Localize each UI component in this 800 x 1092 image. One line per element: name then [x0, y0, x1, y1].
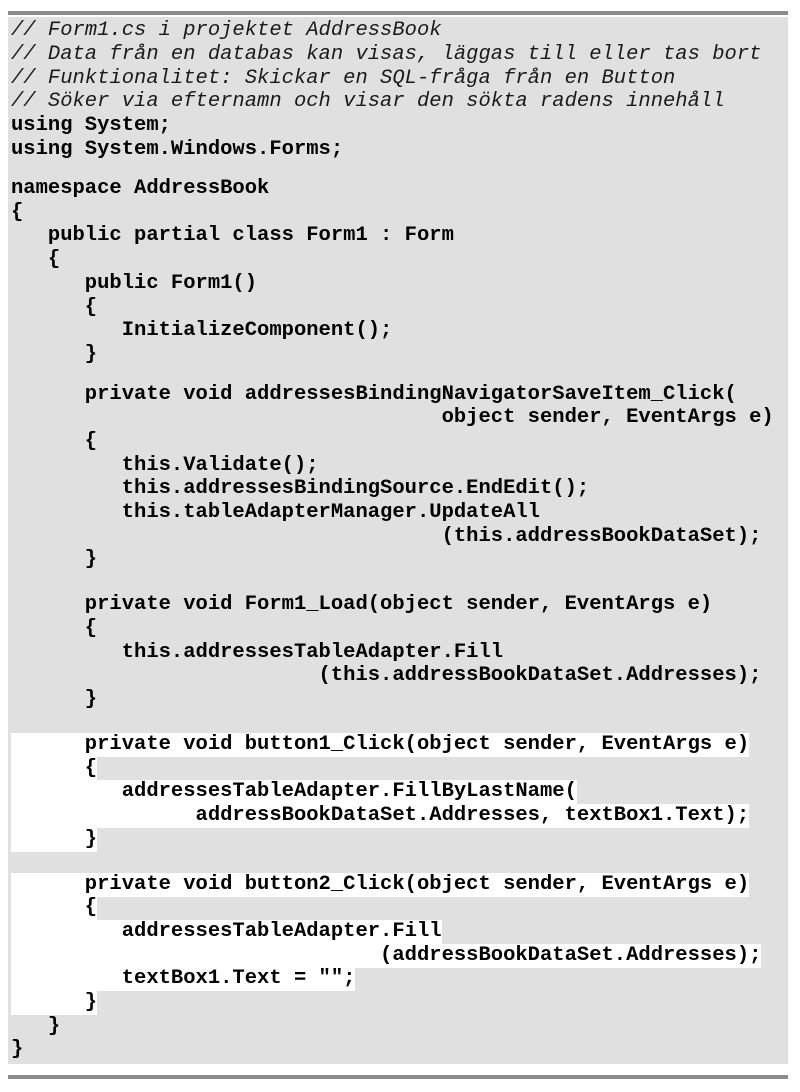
highlighted-code-line: {: [11, 896, 98, 919]
highlighted-code-line-fill: addressesTableAdapter.Fill: [11, 920, 442, 943]
highlighted-code-line-fill-by-last-name: addressesTableAdapter.FillByLastName(: [11, 780, 577, 803]
code-line-save-params: object sender, EventArgs e): [11, 406, 774, 429]
code-line: }: [11, 548, 98, 571]
highlighted-code-line-clear-textbox: textBox1.Text = "";: [11, 967, 356, 990]
code-line-using-forms: using System.Windows.Forms;: [11, 138, 344, 161]
code-line: }: [11, 343, 98, 366]
highlighted-code-line-fill-args: (addressBookDataSet.Addresses);: [11, 944, 762, 967]
code-line: {: [11, 296, 98, 319]
code-line-update-args: (this.addressBookDataSet);: [11, 525, 762, 548]
top-rule: [8, 11, 788, 15]
highlighted-code-line-fill-by-last-name-args: addressBookDataSet.Addresses, textBox1.Text);: [11, 804, 750, 827]
code-line: {: [11, 248, 61, 271]
bottom-rule: [8, 1075, 788, 1079]
highlighted-code-line: {: [11, 757, 98, 780]
comment-line-3: // Funktionalitet: Skickar en SQL-fråga från en Button: [11, 67, 676, 90]
code-line-form-load: private void Form1_Load(object sender, EventArgs e): [11, 593, 713, 616]
code-line: {: [11, 430, 98, 453]
code-line-namespace: namespace AddressBook: [11, 177, 270, 200]
highlighted-code-line: }: [11, 991, 98, 1014]
code-line-class-decl: public partial class Form1 : Form: [11, 224, 454, 247]
code-line-validate: this.Validate();: [11, 454, 319, 477]
comment-line-1: // Form1.cs i projektet AddressBook: [11, 19, 442, 42]
code-line-save-click: private void addressesBindingNavigatorSaveItem_Click(: [11, 383, 737, 406]
comment-line-2: // Data från en databas kan visas, läggas till eller tas bort: [11, 43, 762, 66]
code-line: }: [11, 1015, 61, 1038]
code-line-constructor: public Form1(): [11, 272, 258, 295]
highlighted-code-line: }: [11, 828, 98, 851]
code-listing-panel: [8, 17, 788, 1064]
code-line: {: [11, 617, 98, 640]
code-line: }: [11, 1038, 24, 1061]
highlighted-code-line-button1-click: private void button1_Click(object sender, EventArgs e): [11, 733, 750, 756]
comment-line-4: // Söker via efternamn och visar den sökta radens innehåll: [11, 90, 725, 113]
code-line: }: [11, 688, 98, 711]
code-line-fill: this.addressesTableAdapter.Fill: [11, 641, 504, 664]
code-line: {: [11, 201, 24, 224]
code-line-initialize: InitializeComponent();: [11, 319, 393, 342]
code-line-fill-args: (this.addressBookDataSet.Addresses);: [11, 664, 762, 687]
code-line-using-system: using System;: [11, 114, 171, 137]
code-line-update-all: this.tableAdapterManager.UpdateAll: [11, 501, 540, 524]
code-line-end-edit: this.addressesBindingSource.EndEdit();: [11, 477, 590, 500]
highlighted-code-line-button2-click: private void button2_Click(object sender, EventArgs e): [11, 873, 750, 896]
